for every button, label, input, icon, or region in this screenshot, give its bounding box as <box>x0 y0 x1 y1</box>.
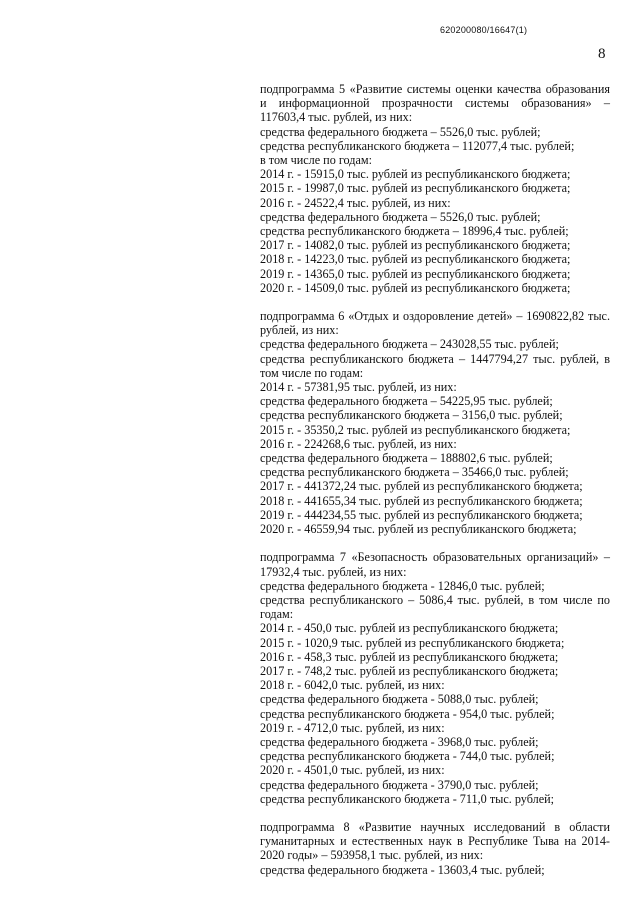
text-line: 2017 г. - 14082,0 тыс. рублей из республиканского бюджета; <box>260 238 571 253</box>
subprogram-8-section <box>260 820 610 877</box>
text-line: 2016 г. - 224268,6 тыс. рублей, из них: <box>260 436 457 451</box>
text-line: средства республиканского – 5086,4 тыс. рублей, в том числе по годам: <box>260 592 610 622</box>
text-line: средства федерального бюджета – 5526,0 тыс. рублей; <box>260 209 541 224</box>
text-line: 2019 г. - 4712,0 тыс. рублей, из них: <box>260 720 445 735</box>
document-number: 620200080/16647(1) <box>440 25 528 35</box>
text-line: средства федерального бюджета - 5088,0 тыс. рублей; <box>260 692 539 707</box>
subprogram-5-title: подпрограмма 5 «Развитие системы оценки качества образования и информационной прозрачности системы образования» – 117603,4 тыс. рублей, из них: <box>260 82 610 125</box>
document-body <box>260 82 610 877</box>
subprogram-7-section <box>260 550 610 806</box>
text-line: средства республиканского бюджета – 18996,4 тыс. рублей; <box>260 224 569 239</box>
text-line: 2019 г. - 444234,55 тыс. рублей из республиканского бюджета; <box>260 507 583 522</box>
text-line: 2015 г. - 1020,9 тыс. рублей из республиканского бюджета; <box>260 635 565 650</box>
text-line: 2020 г. - 14509,0 тыс. рублей из республиканского бюджета; <box>260 280 571 295</box>
text-line: средства республиканского бюджета – 35466,0 тыс. рублей; <box>260 465 569 480</box>
text-line: 2014 г. - 57381,95 тыс. рублей, из них: <box>260 380 457 395</box>
text-line: 2015 г. - 19987,0 тыс. рублей из республиканского бюджета; <box>260 181 571 196</box>
text-line: 2020 г. - 46559,94 тыс. рублей из республиканского бюджета; <box>260 522 577 537</box>
text-line: средства федерального бюджета - 12846,0 тыс. рублей; <box>260 578 545 593</box>
text-line: средства республиканского бюджета - 744,0 тыс. рублей; <box>260 749 555 764</box>
text-line: 2014 г. - 15915,0 тыс. рублей из республиканского бюджета; <box>260 167 571 182</box>
text-line: средства республиканского бюджета – 1447794,27 тыс. рублей, в том числе по годам: <box>260 351 610 380</box>
subprogram-6-section <box>260 309 610 536</box>
subprogram-8-title: подпрограмма 8 «Развитие научных исследований в области гуманитарных и естественных наук в Республике Тыва на 2014-2020 годы» – 593958,1 тыс. рублей, из них: <box>260 819 610 863</box>
text-line: средства федерального бюджета – 188802,6 тыс. рублей; <box>260 451 553 466</box>
text-line: 2017 г. - 748,2 тыс. рублей из республиканского бюджета; <box>260 663 559 678</box>
text-line: 2014 г. - 450,0 тыс. рублей из республиканского бюджета; <box>260 621 559 636</box>
text-line: средства федерального бюджета – 243028,55 тыс. рублей; <box>260 337 559 352</box>
text-line: 2015 г. - 35350,2 тыс. рублей из республиканского бюджета; <box>260 422 571 437</box>
page-number: 8 <box>598 46 606 62</box>
text-line: средства федерального бюджета - 13603,4 тыс. рублей; <box>260 862 545 877</box>
text-line: в том числе по годам: <box>260 153 372 168</box>
text-line: средства федерального бюджета - 3790,0 тыс. рублей; <box>260 777 539 792</box>
text-line: средства федерального бюджета - 3968,0 тыс. рублей; <box>260 734 539 749</box>
paragraph-gap <box>260 806 610 820</box>
subprogram-5-section <box>260 82 610 295</box>
text-line: 2019 г. - 14365,0 тыс. рублей из республиканского бюджета; <box>260 266 571 281</box>
text-line: средства республиканского бюджета – 112077,4 тыс. рублей; <box>260 138 575 153</box>
text-line: 2018 г. - 14223,0 тыс. рублей из республиканского бюджета; <box>260 252 571 267</box>
subprogram-7-title: подпрограмма 7 «Безопасность образовательных организаций» – 17932,4 тыс. рублей, из них: <box>260 550 610 579</box>
text-line: 2017 г. - 441372,24 тыс. рублей из республиканского бюджета; <box>260 479 583 494</box>
text-line: средства республиканского бюджета - 954,0 тыс. рублей; <box>260 706 555 721</box>
text-line: 2018 г. - 6042,0 тыс. рублей, из них: <box>260 678 445 693</box>
text-line: средства республиканского бюджета - 711,0 тыс. рублей; <box>260 791 555 806</box>
text-line: 2020 г. - 4501,0 тыс. рублей, из них: <box>260 763 445 778</box>
text-line: средства федерального бюджета – 5526,0 тыс. рублей; <box>260 124 541 139</box>
text-line: средства республиканского бюджета – 3156,0 тыс. рублей; <box>260 408 563 423</box>
paragraph-gap <box>260 536 610 550</box>
text-line: 2016 г. - 458,3 тыс. рублей из республиканского бюджета; <box>260 649 559 664</box>
paragraph-gap <box>260 295 610 309</box>
text-line: 2016 г. - 24522,4 тыс. рублей, из них: <box>260 195 451 210</box>
text-line: 2018 г. - 441655,34 тыс. рублей из республиканского бюджета; <box>260 493 583 508</box>
text-line: средства федерального бюджета – 54225,95 тыс. рублей; <box>260 394 553 409</box>
subprogram-6-title: подпрограмма 6 «Отдых и оздоровление детей» – 1690822,82 тыс. рублей, из них: <box>260 309 610 338</box>
